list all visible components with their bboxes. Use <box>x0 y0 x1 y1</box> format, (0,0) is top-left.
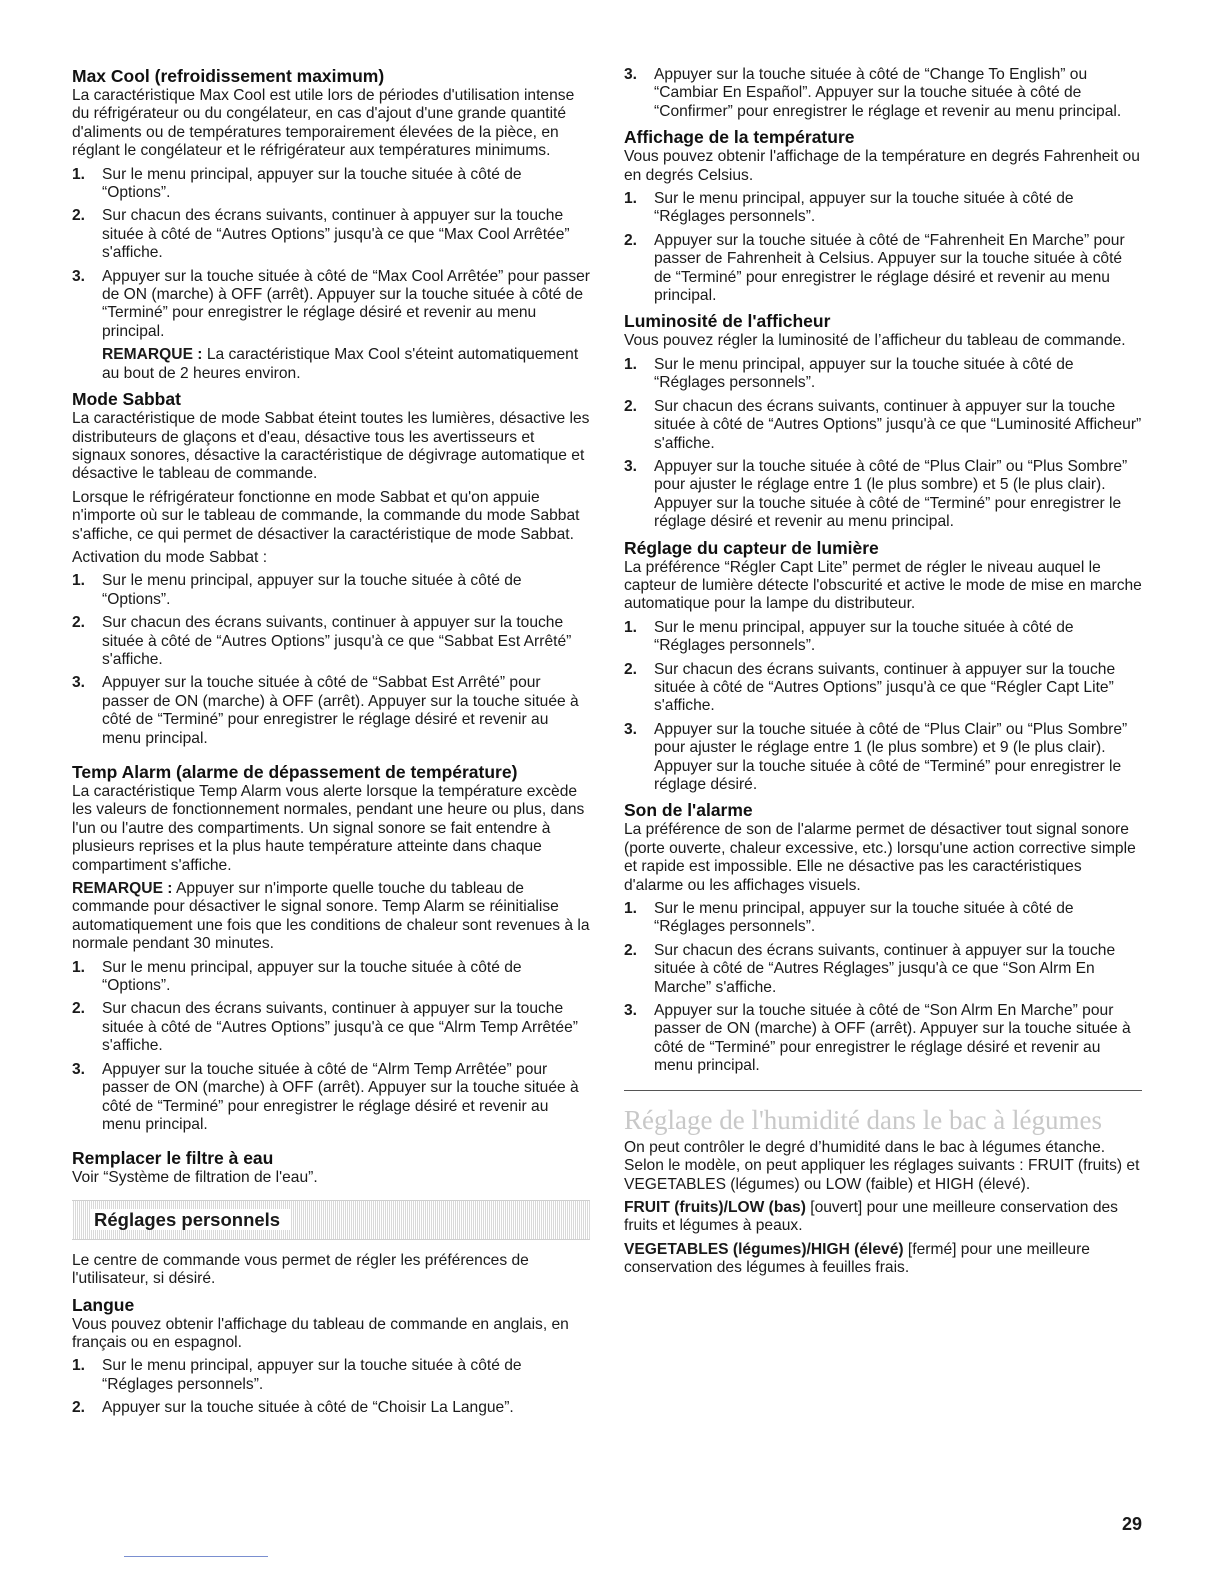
humidite-fruit <box>624 1199 1142 1236</box>
filtre-text: Voir “Système de filtration de l'eau”. <box>72 1169 318 1187</box>
list-item <box>624 190 1142 227</box>
note-label: REMARQUE : <box>72 880 173 898</box>
list-item <box>72 614 590 669</box>
step-number: 1. <box>72 1357 86 1375</box>
step-text: Appuyer sur la touche située à côté de “Alrm Temp Arrêtée” pour passer de ON (marche) à OFF (arrêt). Appuyer sur la touche située à côté de “Terminé” pour enregistrer le réglage désiré et revenir au menu principal. <box>102 1060 579 1133</box>
tempalarm-heading: Temp Alarm (alarme de dépassement de température) <box>72 762 518 782</box>
list-item <box>624 661 1142 716</box>
step-number: 2. <box>624 941 638 959</box>
step-text: Sur chacun des écrans suivants, continuer à appuyer sur la touche située à côté de “Autres Options” jusqu'à ce que “Luminosité Afficheur” s'affiche. <box>654 397 1142 452</box>
list-item <box>624 66 1142 121</box>
fruit-text: [ouvert] pour une meilleure conservation des fruits et légumes à peaux. <box>624 1198 1118 1235</box>
step-text: Appuyer sur la touche située à côté de “Change To English” ou “Cambiar En Español”. Appuyer sur la touche située à côté de “Confirmer” pour enregistrer le réglage et revenir au menu principal. <box>654 66 1122 120</box>
step-number: 1. <box>72 572 86 590</box>
luminosite-heading: Luminosité de l'afficheur <box>624 311 831 332</box>
alarme-intro: La préférence de son de l'alarme permet de désactiver tout signal sonore (porte ouverte, chaleur excessive, etc.) lorsqu'une action corrective simple et rapide est impossible. Elle ne désactive pas les caractéristiques d'alarme ou les affichages visuels. <box>624 821 1136 894</box>
step-number: 1. <box>624 190 638 208</box>
step-text: Sur le menu principal, appuyer sur la touche située à côté de “Réglages personnels”. <box>654 900 1074 936</box>
luminosite-intro: Vous pouvez régler la luminosité de l’afficheur du tableau de commande. <box>624 332 1126 350</box>
vegetables-text: [fermé] pour une meilleure conservation des légumes à feuilles frais. <box>624 1240 1090 1277</box>
step-text: Sur chacun des écrans suivants, continuer à appuyer sur la touche située à côté de “Autres Options” jusqu'à ce que “Régler Capt Lite” s'affiche. <box>654 660 1116 715</box>
step-text: Sur chacun des écrans suivants, continuer à appuyer sur la touche située à côté de “Autres Options” jusqu'à ce que “Sabbat Est Arrêté” s'affiche. <box>102 614 572 668</box>
step-text: Appuyer sur la touche située à côté de “Plus Clair” ou “Plus Sombre” pour ajuster le réglage entre 1 (le plus sombre) et 5 (le plus clair). Appuyer sur la touche située à côté de “Terminé” pour enregistrer le réglage désiré et revenir au menu principal. <box>654 457 1128 531</box>
step-number: 3. <box>624 1002 638 1020</box>
step-number: 3. <box>624 457 638 475</box>
step-text: Sur chacun des écrans suivants, continuer à appuyer sur la touche située à côté de “Autres Options” jusqu'à ce que “Max Cool Arrêtée” s'affiche. <box>102 207 570 262</box>
step-number: 2. <box>72 1399 86 1417</box>
list-item <box>624 398 1142 453</box>
temperature-steps <box>624 190 1142 305</box>
tempalarm-p1: La caractéristique Temp Alarm vous alerte lorsque la température excède les valeurs de fonctionnement normales, pendant une heure ou plus, dans l'un ou l'autre des compartiments. Un signal sonore se fait entendre à plusieurs reprises et la plus haute température atteinte dans chaque compartiment s'affiche. <box>72 783 585 874</box>
sabbat-p2: Lorsque le réfrigérateur fonctionne en mode Sabbat et qu'on appuie n'importe où sur le tableau de commande, la commande du mode Sabbat s'affiche, ce qui permet de désactiver la caractéristique de mode Sabbat. <box>72 488 580 543</box>
vegetables-label: VEGETABLES (légumes)/HIGH (élevé) <box>624 1240 904 1258</box>
step-text: Sur chacun des écrans suivants, continuer à appuyer sur la touche située à côté de “Autres Options” jusqu'à ce que “Alrm Temp Arrêtée” s'affiche. <box>102 1000 578 1055</box>
tempalarm-steps <box>72 959 590 1135</box>
list-item <box>72 1357 590 1394</box>
left-column <box>72 66 590 1423</box>
reglages-intro: Le centre de commande vous permet de régler les préférences de l'utilisateur, si désiré. <box>72 1251 529 1288</box>
section-divider <box>624 1090 1142 1091</box>
sabbat-p1: La caractéristique de mode Sabbat éteint toutes les lumières, désactive les distributeurs de glaçons et d'eau, désactive tous les avertisseurs et signaux sonores, désactive la caractéristique de dégivrage automatique et désactive le tableau de commande. <box>72 410 590 483</box>
list-item <box>72 1061 590 1135</box>
note-text: La caractéristique Max Cool s'éteint automatiquement au bout de 2 heures environ. <box>102 346 579 382</box>
list-item <box>624 458 1142 532</box>
maxcool-intro: La caractéristique Max Cool est utile lors de périodes d'utilisation intense du réfrigérateur ou du congélateur, en cas d'ajout d'une grande quantité d'aliments ou de températures temporairement élevées de la pièce, en réglant le congélateur et le réfrigérateur aux températures minimums. <box>72 87 575 160</box>
page-number: 29 <box>1121 1514 1142 1534</box>
step-number: 2. <box>624 660 638 678</box>
step-text: Appuyer sur la touche située à côté de “Max Cool Arrêtée” pour passer de ON (marche) à OFF (arrêt). Appuyer sur la touche située à côté de “Terminé” pour enregistrer le réglage désiré et revenir au menu principal. <box>102 267 590 340</box>
langue-steps <box>72 1357 590 1417</box>
list-item <box>624 900 1142 937</box>
list-item <box>624 619 1142 656</box>
alarme-steps <box>624 900 1142 1076</box>
reglages-section-header <box>72 1200 590 1240</box>
maxcool-note <box>72 346 590 383</box>
luminosite-steps <box>624 356 1142 532</box>
list-item <box>72 572 590 609</box>
capteur-intro: La préférence “Régler Capt Lite” permet de régler le niveau auquel le capteur de lumière détecte l'obscurité et active le mode de mise en marche automatique pour la lampe du distributeur. <box>624 558 1142 613</box>
note-text: Appuyer sur n'importe quelle touche du tableau de commande pour désactiver le signal sonore. Temp Alarm se réinitialise automatiquement une fois que les conditions de chaleur sont revenues à la normale pendant 30 minutes. <box>72 880 590 953</box>
langue-steps-continued <box>624 66 1142 121</box>
step-text: Appuyer sur la touche située à côté de “Choisir La Langue”. <box>102 1399 514 1417</box>
step-number: 2. <box>72 614 86 632</box>
filtre-heading: Remplacer le filtre à eau <box>72 1148 274 1169</box>
fruit-label: FRUIT (fruits)/LOW (bas) <box>624 1198 806 1216</box>
humidite-intro: On peut contrôler le degré d’humidité dans le bac à légumes étanche. Selon le modèle, on peut appliquer les réglages suivants : FRUIT (fruits) et VEGETABLES (légumes) ou LOW (faible) et HIGH (élevé). <box>624 1138 1140 1193</box>
step-number: 2. <box>624 231 638 249</box>
step-number: 3. <box>72 674 86 692</box>
sabbat-heading: Mode Sabbat <box>72 389 181 410</box>
step-text: Appuyer sur la touche située à côté de “Fahrenheit En Marche” pour passer de Fahrenheit à Celsius. Appuyer sur la touche située à côté de “Terminé” pour enregistrer le réglage désiré et revenir au menu principal. <box>654 231 1125 305</box>
step-text: Sur le menu principal, appuyer sur la touche située à côté de “Réglages personnels”. <box>102 1357 522 1393</box>
capteur-steps <box>624 619 1142 795</box>
step-text: Sur le menu principal, appuyer sur la touche située à côté de “Options”. <box>102 958 522 995</box>
temperature-intro: Vous pouvez obtenir l'affichage de la température en degrés Fahrenheit ou en degrés Celsius. <box>624 148 1140 184</box>
tempalarm-note <box>72 880 590 954</box>
sabbat-steps <box>72 572 590 748</box>
step-number: 1. <box>72 958 86 976</box>
step-number: 3. <box>72 267 86 285</box>
alarme-heading: Son de l'alarme <box>624 800 753 821</box>
list-item <box>72 1399 590 1417</box>
list-item <box>624 942 1142 997</box>
step-text: Sur le menu principal, appuyer sur la touche située à côté de “Réglages personnels”. <box>654 618 1074 655</box>
list-item <box>624 356 1142 393</box>
step-text: Sur le menu principal, appuyer sur la touche située à côté de “Réglages personnels”. <box>654 355 1074 392</box>
step-number: 2. <box>72 207 86 225</box>
step-number: 1. <box>624 355 638 373</box>
step-number: 2. <box>72 1000 86 1018</box>
maxcool-steps <box>72 166 590 342</box>
list-item <box>72 959 590 996</box>
step-text: Sur chacun des écrans suivants, continuer à appuyer sur la touche située à côté de “Autres Réglages” jusqu'à ce que “Son Alrm En Marche” s'affiche. <box>654 941 1116 996</box>
list-item <box>624 232 1142 306</box>
list-item <box>72 1000 590 1055</box>
capteur-heading: Réglage du capteur de lumière <box>624 537 879 558</box>
step-text: Appuyer sur la touche située à côté de “Sabbat Est Arrêté” pour passer de ON (marche) à OFF (arrêt). Appuyer sur la touche située à côté de “Terminé” pour enregistrer le réglage désiré et revenir au menu principal. <box>102 674 579 747</box>
right-column <box>624 66 1142 1283</box>
step-text: Sur le menu principal, appuyer sur la touche située à côté de “Options”. <box>102 165 522 202</box>
footer-rule <box>124 1556 268 1557</box>
step-number: 3. <box>624 66 638 83</box>
list-item <box>624 721 1142 795</box>
maxcool-heading: Max Cool (refroidissement maximum) <box>72 66 385 86</box>
langue-heading: Langue <box>72 1294 135 1315</box>
list-item <box>624 1002 1142 1076</box>
sabbat-p3: Activation du mode Sabbat : <box>72 548 268 566</box>
step-text: Appuyer sur la touche située à côté de “Son Alrm En Marche” pour passer de ON (marche) à OFF (arrêt). Appuyer sur la touche située à côté de “Terminé” pour enregistrer le réglage désiré et revenir au menu principal. <box>654 1002 1131 1075</box>
temperature-heading: Affichage de la température <box>624 127 855 148</box>
step-number: 1. <box>72 165 86 183</box>
humidite-heading: Réglage de l'humidité dans le bac à légumes <box>624 1104 1102 1135</box>
step-text: Appuyer sur la touche située à côté de “Plus Clair” ou “Plus Sombre” pour ajuster le réglage entre 1 (le plus sombre) et 9 (le plus clair). Appuyer sur la touche située à côté de “Terminé” pour enregistrer le réglage désiré. <box>654 720 1128 793</box>
step-text: Sur le menu principal, appuyer sur la touche située à côté de “Réglages personnels”. <box>654 190 1074 226</box>
step-number: 2. <box>624 397 638 415</box>
langue-intro: Vous pouvez obtenir l'affichage du tableau de commande en anglais, en français ou en espagnol. <box>72 1315 569 1351</box>
step-text: Sur le menu principal, appuyer sur la touche située à côté de “Options”. <box>102 572 522 608</box>
reglages-heading: Réglages personnels <box>90 1209 290 1230</box>
step-number: 3. <box>72 1060 86 1078</box>
list-item <box>72 268 590 342</box>
step-number: 3. <box>624 720 638 738</box>
humidite-vegetables <box>624 1241 1142 1278</box>
list-item <box>72 166 590 203</box>
list-item <box>72 674 590 748</box>
step-number: 1. <box>624 900 638 918</box>
step-number: 1. <box>624 618 638 636</box>
list-item <box>72 207 590 262</box>
note-label: REMARQUE : <box>102 346 203 364</box>
